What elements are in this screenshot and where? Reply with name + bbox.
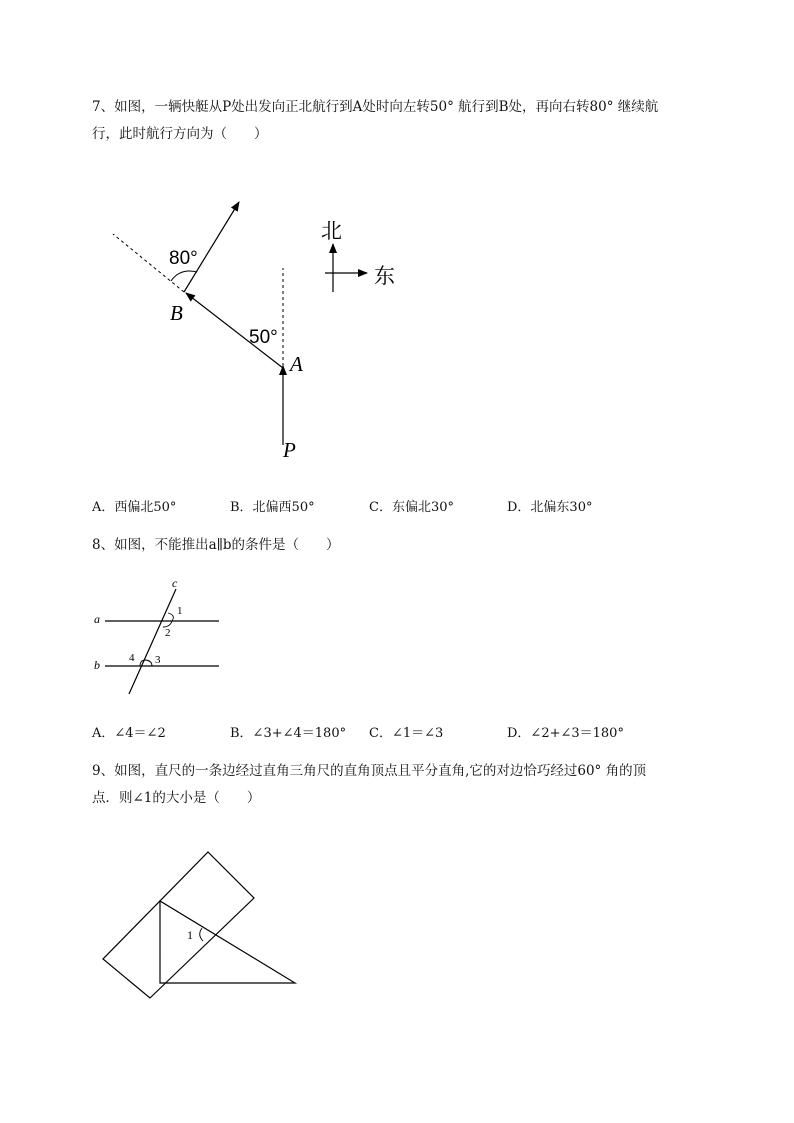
q8-label-a: a xyxy=(94,612,100,626)
q9-ruler xyxy=(103,852,254,998)
q9-angle-arc-1 xyxy=(200,928,203,941)
q8-option-c[interactable]: C．∠1＝∠3 xyxy=(369,726,444,741)
q7-text-line2: 行，此时航行方向为（ ） xyxy=(92,126,268,142)
q9-label-1: 1 xyxy=(187,928,193,942)
q8-text-line1: 8、如图，不能推出a∥b的条件是（ ） xyxy=(92,537,340,553)
q7-angle-label-80: 80° xyxy=(169,248,198,269)
q9-set-square xyxy=(160,901,295,983)
q7-option-c[interactable]: C．东偏北30° xyxy=(369,500,454,515)
q7-compass-east-label: 东 xyxy=(374,264,395,288)
q8-option-d[interactable]: D．∠2+∠3＝180° xyxy=(507,726,624,741)
q8-option-a[interactable]: A．∠4＝∠2 xyxy=(92,726,166,741)
q8-label-2: 2 xyxy=(165,627,171,639)
q7-option-b[interactable]: B．北偏西50° xyxy=(230,500,315,515)
q7-point-label-a: A xyxy=(290,352,303,376)
q7-compass-north-label: 北 xyxy=(321,219,342,243)
q8-label-c: c xyxy=(172,576,178,590)
q8-option-b[interactable]: B．∠3+∠4＝180° xyxy=(230,726,347,741)
q9-text-line1: 9、如图，直尺的一条边经过直角三角尺的直角顶点且平分直角,它的对边恰巧经过60° 角的顶 xyxy=(92,763,647,779)
q7-text-line1: 7、如图，一辆快艇从P处出发向正北航行到A处时向左转50° 航行到B处，再向右转80° 继续航 xyxy=(92,99,659,115)
q9-text-line2: 点．则∠1的大小是（ ） xyxy=(92,790,261,806)
q7-option-d[interactable]: D．北偏东30° xyxy=(507,500,593,515)
q8-label-b: b xyxy=(94,658,100,672)
q8-label-1: 1 xyxy=(177,605,183,617)
q8-label-4: 4 xyxy=(129,652,135,664)
q7-option-a[interactable]: A．西偏北50° xyxy=(92,500,177,515)
q8-label-3: 3 xyxy=(155,654,161,666)
q7-point-label-p: P xyxy=(283,438,296,462)
q7-angle-label-50: 50° xyxy=(249,327,278,348)
q7-point-label-b: B xyxy=(170,301,183,325)
